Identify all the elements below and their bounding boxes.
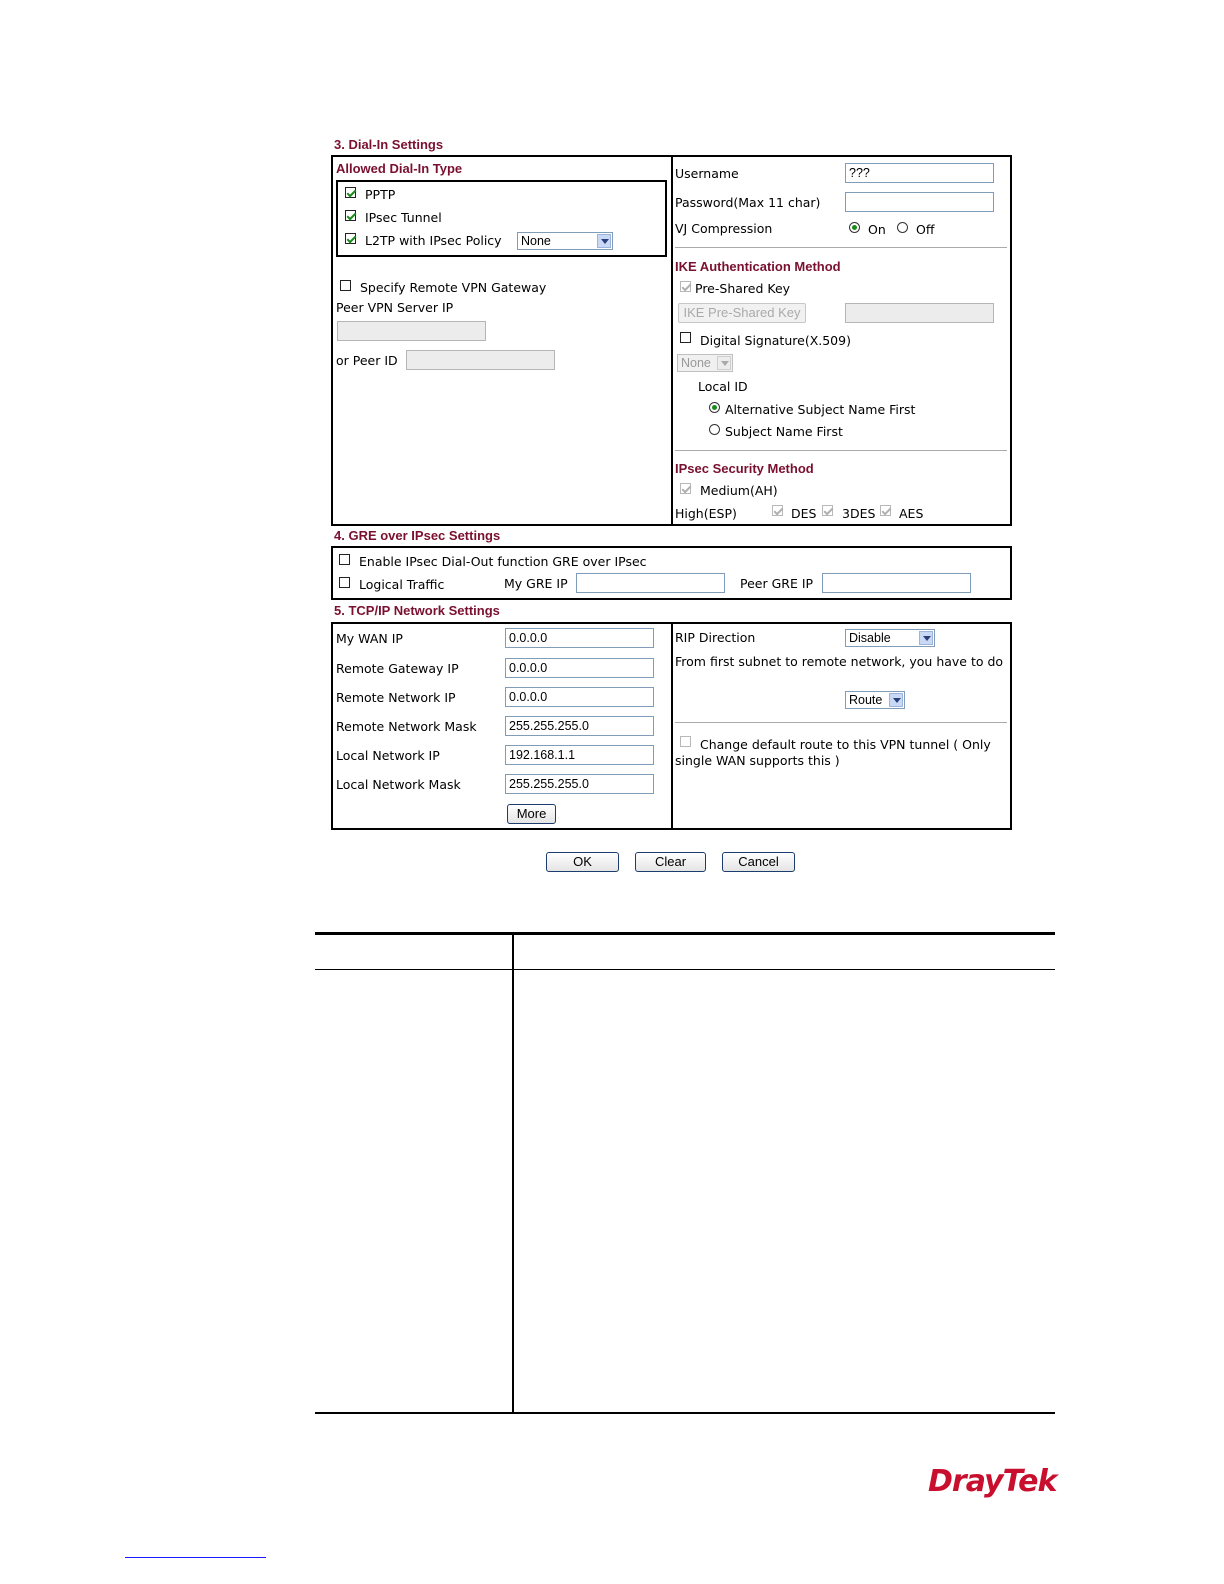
psk-checkbox[interactable] [680,281,691,292]
digital-signature-checkbox[interactable] [680,332,691,343]
remote-gateway-ip-label: Remote Gateway IP [336,661,459,676]
local-id-label: Local ID [698,379,748,394]
route-value: Route [849,693,883,707]
chevron-down-icon [717,356,731,370]
medium-ah-checkbox[interactable] [680,483,691,494]
digital-signature-select[interactable] [677,354,733,372]
rip-direction-label: RIP Direction [675,630,756,645]
divider [675,247,1007,248]
draytek-logo: DrayTek [928,1464,1057,1499]
ipsec-security-title: IPsec Security Method [675,461,814,476]
aes-checkbox[interactable] [880,505,891,516]
chevron-down-icon [889,693,903,707]
digital-signature-label: Digital Signature(X.509) [700,333,851,348]
enable-gre-label: Enable IPsec Dial-Out function GRE over IPsec [359,554,647,569]
divider [675,722,1007,723]
password-label: Password(Max 11 char) [675,195,821,210]
peer-gre-ip-input[interactable] [822,573,971,593]
high-esp-label: High(ESP) [675,506,737,521]
dial-in-section-title: 3. Dial-In Settings [334,137,444,152]
remote-network-ip-input[interactable]: 0.0.0.0 [505,687,654,707]
password-input[interactable] [845,192,994,212]
clear-button[interactable]: Clear [635,852,706,872]
remote-network-mask-label: Remote Network Mask [336,719,477,734]
subject-radio[interactable] [709,424,720,435]
vj-on-label: On [868,222,886,237]
gre-section-title: 4. GRE over IPsec Settings [334,528,501,543]
pptp-checkbox[interactable] [345,187,356,198]
my-wan-ip-input[interactable]: 0.0.0.0 [505,628,654,648]
peer-server-ip-label: Peer VPN Server IP [336,300,454,315]
l2tp-checkbox[interactable] [345,233,356,244]
digital-signature-value: None [681,356,711,370]
alt-subject-label: Alternative Subject Name First [725,402,916,417]
my-wan-ip-label: My WAN IP [336,631,403,646]
enable-gre-checkbox[interactable] [339,554,350,565]
table-column-divider [512,935,514,1413]
vj-compression-label: VJ Compression [675,221,773,236]
divider [675,450,1007,451]
peer-gre-ip-label: Peer GRE IP [740,576,814,591]
des-label: DES [791,506,817,521]
peer-server-ip-input[interactable] [337,321,486,341]
specify-gateway-label: Specify Remote VPN Gateway [360,280,547,295]
table-bottom-rule [315,1412,1055,1414]
specify-gateway-checkbox[interactable] [340,280,351,291]
ike-auth-title: IKE Authentication Method [675,259,841,274]
ike-psk-button[interactable]: IKE Pre-Shared Key [678,303,806,323]
my-gre-ip-label: My GRE IP [504,576,568,591]
remote-network-ip-label: Remote Network IP [336,690,456,705]
tcpip-divider [671,624,673,828]
3des-checkbox[interactable] [822,505,833,516]
chevron-down-icon [597,234,611,248]
my-gre-ip-input[interactable] [576,573,725,593]
footer-link-underline [125,1557,266,1558]
local-network-ip-label: Local Network IP [336,748,440,763]
vj-off-radio[interactable] [897,222,908,233]
rip-direction-select[interactable] [845,629,935,647]
psk-input[interactable] [845,303,994,323]
remote-network-mask-input[interactable]: 255.255.255.0 [505,716,654,736]
table-top-rule [315,932,1055,935]
allowed-type-title: Allowed Dial-In Type [336,161,463,176]
ipsec-tunnel-label: IPsec Tunnel [365,210,442,225]
local-network-ip-input[interactable]: 192.168.1.1 [505,745,654,765]
local-network-mask-label: Local Network Mask [336,777,461,792]
aes-label: AES [899,506,924,521]
ok-button[interactable]: OK [546,852,619,872]
ipsec-tunnel-checkbox[interactable] [345,210,356,221]
logical-traffic-checkbox[interactable] [339,577,350,588]
chevron-down-icon [919,631,933,645]
l2tp-policy-value: None [521,234,551,248]
peer-id-input[interactable] [406,350,555,370]
alt-subject-radio[interactable] [709,402,720,413]
tcpip-section-title: 5. TCP/IP Network Settings [334,603,500,618]
route-select[interactable] [845,691,905,709]
des-checkbox[interactable] [772,505,783,516]
pptp-label: PPTP [365,187,396,202]
l2tp-policy-select[interactable] [517,232,613,250]
l2tp-label: L2TP with IPsec Policy [365,233,502,248]
username-label: Username [675,166,739,181]
3des-label: 3DES [842,506,876,521]
more-button[interactable]: More [507,804,556,824]
rip-direction-value: Disable [849,631,891,645]
subnet-text: From first subnet to remote network, you have to do [675,654,1004,669]
change-default-route-text: Change default route to this VPN tunnel ( Only single WAN supports this ) [675,737,991,768]
username-input[interactable]: ??? [845,163,994,183]
vj-off-label: Off [916,222,935,237]
medium-ah-label: Medium(AH) [700,483,778,498]
peer-id-label: or Peer ID [336,353,398,368]
subject-label: Subject Name First [725,424,843,439]
logical-traffic-label: Logical Traffic [359,577,445,592]
remote-gateway-ip-input[interactable]: 0.0.0.0 [505,658,654,678]
local-network-mask-input[interactable]: 255.255.255.0 [505,774,654,794]
table-header-rule [315,969,1055,970]
psk-label: Pre-Shared Key [695,281,791,296]
cancel-button[interactable]: Cancel [722,852,795,872]
vj-on-radio[interactable] [849,222,860,233]
dial-in-divider [671,157,673,524]
